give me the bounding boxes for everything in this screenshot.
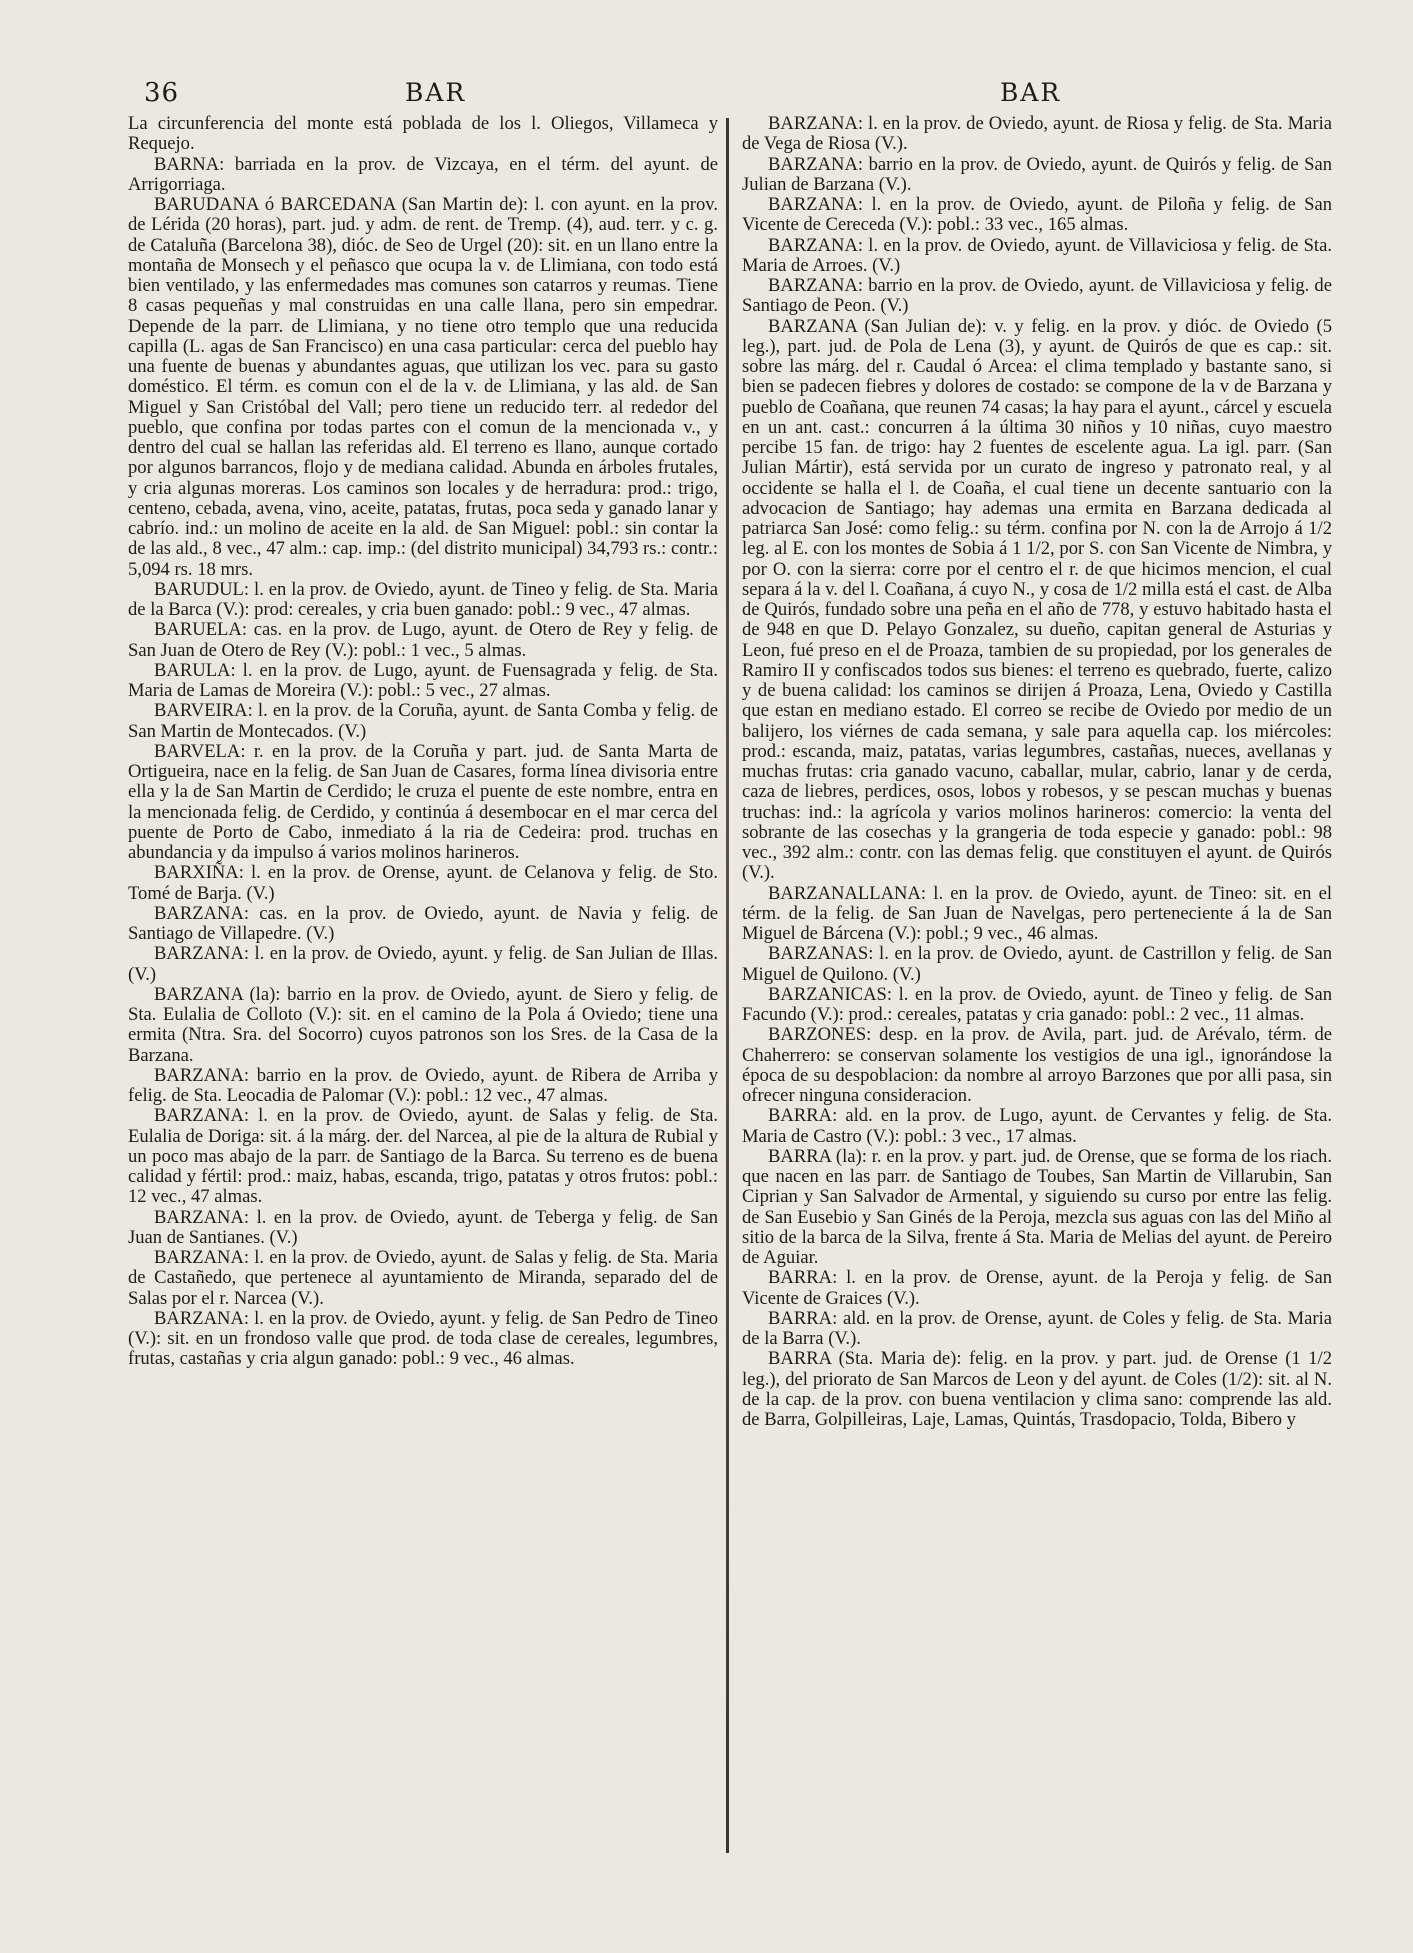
entry-paragraph: BARRA (la): r. en la prov. y part. jud. de Orense, que se forma de los riach. que nacen en las parr. de Santiago de Toubes, San Martin de Villarubin, San Ciprian y San Salvador de Armental, y siguiendo su curso por entre las felig. de San Eusebio y San Ginés de la Peroja, mezcla sus aguas con las del Miño al sitio de la barca de la Silva, frente á Sta. Maria de Melias del ayunt. de Pereiro de Aguiar. [742,1145,1332,1268]
entry-paragraph: BARZANA: l. en la prov. de Oviedo, ayunt. de Villaviciosa y felig. de Sta. Maria de Arroes. (V.) [742,234,1332,276]
entry-paragraph: BARZANA: barrio en la prov. de Oviedo, ayunt. de Villaviciosa y felig. de Santiago de Peon. (V.) [742,275,1332,317]
entry-paragraph: BARZANA: l. en la prov. de Oviedo, ayunt. y felig. de San Pedro de Tineo (V.): sit. en un frondoso valle que prod. de toda clase de cereales, legumbres, frutas, castañas y cria algun ganado: pobl.: 9 vec., 46 almas. [128,1307,718,1370]
entry-paragraph: BARZANA: barrio en la prov. de Oviedo, ayunt. de Ribera de Arriba y felig. de Sta. Leocadia de Palomar (V.): pobl.: 12 vec., 47 almas. [128,1064,718,1106]
page-number: 36 [144,78,180,108]
entry-paragraph: BARZANA (la): barrio en la prov. de Oviedo, ayunt. de Siero y felig. de Sta. Eulalia de Colloto (V.): sit. en el camino de la Pola á Oviedo; tiene una ermita (Ntra. Sra. del Socorro) cuyos patronos son los Sres. de la Casa de la Barzana. [128,983,718,1066]
entry-paragraph: BARRA: l. en la prov. de Orense, ayunt. de la Peroja y felig. de San Vicente de Graices (V.). [742,1267,1332,1309]
entry-paragraph: BARZANA (San Julian de): v. y felig. en la prov. y dióc. de Oviedo (5 leg.), part. jud. de Pola de Lena (3), y ayunt. de Quirós de que es cap.: sit. sobre las márg. del r. Caudal ó Arcea: el clima templado y bastante sano, si bien se padecen fiebres y dolores de costado: se compone de la v de Barzana y pueblo de Coañana, que reunen 74 casas; la hay para el ayunt., cárcel y escuela en un ant. cast.: concurren á la última 30 niños y 10 niñas, cuyo maestro percibe 15 fan. de trigo: hay 2 fuentes de escelente agua. La igl. parr. (San Julian Mártir), está servida por un curato de ingreso y patronato real, y al occidente se halla el l. de Coaña, el cual tiene un decente santuario con la advocacion de Santiago; hay ademas una ermita en Barzana dedicada al patriarca San José: como felig.: su térm. confina por N. con la de Arrojo á 1/2 leg. al E. con los montes de Sobia á 1 1/2, por S. con San Vicente de Nimbra, y por O. con la sierra: corre por el centro el r. de que hicimos mencion, el cual separa á la v. del l. Coañana, á cuyo N., y cosa de 1/2 milla está el cast. de Alba de Quirós, fundado sobre una peña en el año de 778, y estuvo habitado hasta el de 948 en que D. Pelayo Gonzalez, su dueño, capitan general de Asturias y Leon, fué preso en el de Proaza, tambien de su propiedad, por los generales de Ramiro II y confiscados todos sus bienes: el terreno es quebrado, fuerte, calizo y de buena calidad: los caminos se dirijen á Proaza, Lena, Oviedo y Castilla que estan en mediano estado. El correo se recibe de Oviedo por medio de un balijero, los viérnes de cada semana, y sale para aquella cap. los miércoles: prod.: escanda, maiz, patatas, varias legumbres, castañas, nueces, avellanas y muchas frutas: cria ganado vacuno, caballar, mular, cabrio, lanar y de cerda, caza de liebres, perdices, osos, lobos y robesos, y se pescan muchas y buenas truchas: ind.: la agrícola y varios molinos harineros: comercio: la venta del sobrante de las cosechas y la grangeria de toda especie y ganado: pobl.: 98 vec., 392 alm.: contr. con las demas felig. que constituyen el ayunt. de Quirós (V.). [742,315,1332,884]
entry-paragraph: BARZANALLANA: l. en la prov. de Oviedo, ayunt. de Tineo: sit. en el térm. de la felig. de San Juan de Navelgas, pero perteneciente á la de San Miguel de Bárcena (V.): pobl.; 9 vec., 46 almas. [742,882,1332,944]
entry-paragraph: BARZANA: l. en la prov. de Oviedo, ayunt. de Salas y felig. de Sta. Maria de Castañedo, que pertenece al ayuntamiento de Miranda, separado del de Salas por el r. Narcea (V.). [128,1247,718,1309]
left-running-head: BAR [405,78,467,107]
entry-paragraph: BARZONES: desp. en la prov. de Avila, part. jud. de Arévalo, térm. de Chaherrero: se conservan solamente los vestigios de una igl., ignorándose la época de su despoblacion: da nombre al arroyo Barzones que por alli pasa, sin ofrecer ninguna consideracion. [742,1024,1332,1106]
entry-paragraph: BARUELA: cas. en la prov. de Lugo, ayunt. de Otero de Rey y felig. de San Juan de Otero de Rey (V.): pobl.: 1 vec., 5 almas. [128,619,718,661]
entry-paragraph: BARRA: ald. en la prov. de Orense, ayunt. de Coles y felig. de Sta. Maria de la Barra (V.). [742,1307,1332,1349]
entry-paragraph: BARULA: l. en la prov. de Lugo, ayunt. de Fuensagrada y felig. de Sta. Maria de Lamas de Moreira (V.): pobl.: 5 vec., 27 almas. [128,659,718,701]
page-header [140,78,1353,112]
entry-paragraph: BARZANICAS: l. en la prov. de Oviedo, ayunt. de Tineo y felig. de San Facundo (V.): prod.: cereales, patatas y cria ganado: pobl.: 2 vec., 11 almas. [742,983,1332,1025]
entry-paragraph: BARVEIRA: l. en la prov. de la Coruña, ayunt. de Santa Comba y felig. de San Martin de Montecados. (V.) [128,700,718,742]
entry-paragraph: BARZANA: l. en la prov. de Oviedo, ayunt. de Riosa y felig. de Sta. Maria de Vega de Riosa (V.). [742,113,1332,155]
left-column [128,114,718,1370]
entry-paragraph: BARZANA: l. en la prov. de Oviedo, ayunt. de Salas y felig. de Sta. Eulalia de Doriga: sit. á la márg. der. del Narcea, al pie de la altura de Rubial y un poco mas abajo de la parr. de Santiago de la Barca. Su terreno es de buena calidad y fértil: prod.: maiz, habas, escanda, trigo, patatas y otros frutos: pobl.: 12 vec., 47 almas. [128,1105,718,1208]
entry-paragraph: BARNA: barriada en la prov. de Vizcaya, en el térm. del ayunt. de Arrigorriaga. [128,153,718,195]
entry-paragraph: BARZANA: l. en la prov. de Oviedo, ayunt. de Teberga y felig. de San Juan de Santianes. (V.) [128,1206,718,1248]
entry-paragraph: BARZANA: l. en la prov. de Oviedo, ayunt. de Piloña y felig. de San Vicente de Cereceda (V.): pobl.: 33 vec., 165 almas. [742,194,1332,236]
column-divider [726,118,729,1853]
right-column [742,114,1332,1430]
entry-paragraph: BARZANA: l. en la prov. de Oviedo, ayunt. y felig. de San Julian de Illas. (V.) [128,943,718,985]
entry-paragraph: BARZANA: barrio en la prov. de Oviedo, ayunt. de Quirós y felig. de San Julian de Barzana (V.). [742,153,1332,195]
entry-paragraph: BARRA: ald. en la prov. de Lugo, ayunt. de Cervantes y felig. de Sta. Maria de Castro (V.): pobl.: 3 vec., 17 almas. [742,1105,1332,1147]
entry-paragraph: BARUDANA ó BARCEDANA (San Martin de): l. con ayunt. en la prov. de Lérida (20 horas), part. jud. y adm. de rent. de Tremp. (4), aud. terr. y c. g. de Cataluña (Barcelona 38), dióc. de Seo de Urgel (20): sit. en un llano entre la montaña de Monsech y el peñasco que ocupa la v. de Llimiana, con todo está bien ventilado, y las enfermedades mas comunes son catarros y reumas. Tiene 8 casas pequeñas y mal construidas en una calle llana, pero sin empedrar. Depende de la parr. de Llimiana, y no tiene otro templo que una reducida capilla (L. agas de San Francisco) en una casa particular: cerca del pueblo hay una fuente de buenas y abundantes aguas, que utilizan los vec. para su gasto doméstico. El térm. es comun con el de la v. de Llimiana, y las ald. de San Miguel y San Cristóbal del Vall; pero tiene un reducido terr. al rededor del pueblo, que confina por todas partes con el comun de la mencionada v., y dentro del cual se hallan las referidas ald. El terreno es llano, aunque cortado por algunos barrancos, flojo y de mediana calidad. Abunda en árboles frutales, y cria algunas moreras. Los caminos son locales y de herradura: prod.: trigo, centeno, cebada, avena, vino, aceite, patatas, frutas, poca seda y ganado lanar y cabrío. ind.: un molino de aceite en la ald. de San Miguel: pobl.: sin contar la de las ald., 8 vec., 47 alm.: cap. imp.: (del distrito municipal) 34,793 rs.: contr.: 5,094 rs. 18 mrs. [128,194,718,580]
entry-paragraph: BARZANA: cas. en la prov. de Oviedo, ayunt. de Navia y felig. de Santiago de Villapedre. (V.) [128,902,718,944]
entry-paragraph: BARUDUL: l. en la prov. de Oviedo, ayunt. de Tineo y felig. de Sta. Maria de la Barca (V.): prod: cereales, y cria buen ganado: pobl.: 9 vec., 47 almas. [128,578,718,620]
entry-paragraph: BARVELA: r. en la prov. de la Coruña y part. jud. de Santa Marta de Ortigueira, nace en la felig. de San Juan de Casares, forma línea divisoria entre ella y la de San Martin de Cerdido; le cruza el puente de este nombre, entra en la mencionada felig. de Cerdido, y continúa á desembocar en el mar cerca del puente de Porto de Cabo, inmediato á la ria de Cedeira: prod. truchas en abundancia y da impulso á varios molinos harineros. [128,740,718,863]
entry-paragraph: BARXIÑA: l. en la prov. de Orense, ayunt. de Celanova y felig. de Sto. Tomé de Barja. (V.) [128,862,718,904]
entry-paragraph: La circunferencia del monte está poblada de los l. Oliegos, Villameca y Requejo. [128,113,718,155]
entry-paragraph: BARZANAS: l. en la prov. de Oviedo, ayunt. de Castrillon y felig. de San Miguel de Quilono. (V.) [742,943,1332,985]
entry-paragraph: BARRA (Sta. Maria de): felig. en la prov. y part. jud. de Orense (1 1/2 leg.), del priorato de San Marcos de Leon y del ayunt. de Coles (1/2): sit. al N. de la cap. de la prov. con buena ventilacion y clima sano: comprende las ald. de Barra, Golpilleiras, Laje, Lamas, Quintás, Trasdopacio, Tolda, Bibero y [742,1348,1332,1430]
right-running-head: BAR [1000,78,1062,107]
